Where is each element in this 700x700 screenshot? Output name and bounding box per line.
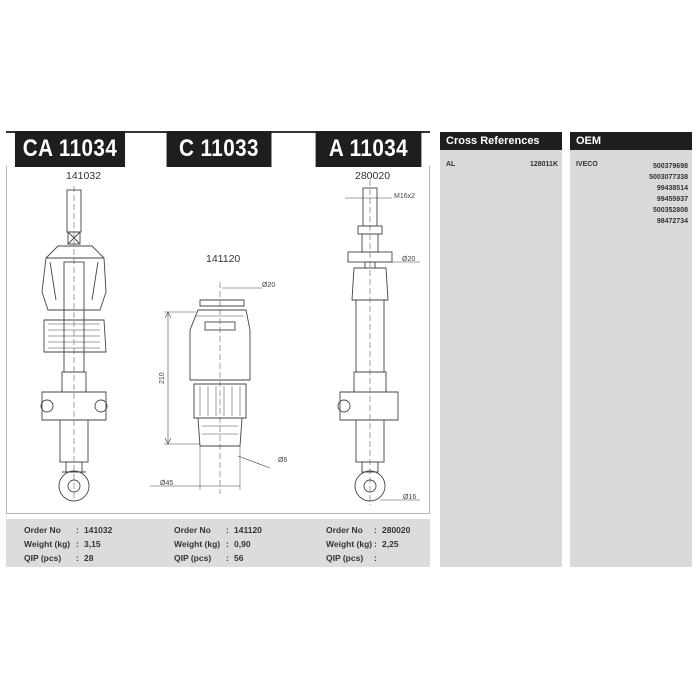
weight-colon-2: : [226,539,229,549]
weight-colon-3: : [374,539,377,549]
weight-label-2: Weight (kg) [174,539,221,549]
qip-colon-3: : [374,553,377,563]
shock-absorber-a-drawing [338,180,420,505]
dim-c-pin: Ø6 [278,457,288,464]
order-label-2: Order No [174,525,211,535]
qip-value-1: 28 [84,553,94,563]
oem-title: OEM [570,132,692,150]
cross-ref-number: 128011K [529,161,558,168]
oem-number: 99438514 [656,185,688,192]
weight-value-1: 3,15 [84,539,101,549]
oem-number: 500379698 [652,163,688,170]
order-value-1: 141032 [84,525,113,535]
shock-absorber-c-drawing [150,282,270,494]
weight-value-2: 0,90 [234,539,251,549]
dim-c-top-dia: Ø20 [262,282,276,289]
qip-colon-2: : [226,553,229,563]
oem-number: 98472734 [656,218,688,225]
weight-label-3: Weight (kg) [326,539,373,549]
order-colon-1: : [76,525,79,535]
product-code-c: C 11033 [167,131,272,167]
part-number-a: 280020 [355,170,391,182]
order-label-3: Order No [326,525,363,535]
qip-value-2: 56 [234,553,244,563]
order-value-2: 141120 [234,525,262,535]
cross-ref-brand: AL [446,161,456,168]
part-number-c: 141120 [206,253,241,265]
product-info-bar [6,519,430,567]
dim-a-eye: Ø16 [403,494,417,501]
cross-references-panel [440,132,562,567]
shock-absorber-drawings [0,0,440,515]
oem-number: 99455937 [656,196,688,203]
dim-c-length: 210 [159,372,166,384]
cross-references-title: Cross References [440,132,562,150]
oem-number: 500352808 [652,207,688,214]
order-colon-2: : [226,525,229,535]
shock-absorber-ca-drawing [41,186,107,501]
qip-label-1: QIP (pcs) [24,553,62,563]
dim-a-dia: Ø20 [402,256,416,263]
weight-colon-1: : [76,539,79,549]
product-code-a: A 11034 [316,131,422,167]
oem-panel [570,132,692,567]
product-code-ca: CA 11034 [15,131,125,167]
part-number-ca: 141032 [66,170,102,182]
order-value-3: 280020 [382,525,411,535]
qip-colon-1: : [76,553,79,563]
order-label-1: Order No [24,525,61,535]
dim-c-base: Ø45 [160,480,174,487]
oem-number: 5003077338 [649,174,688,181]
qip-label-2: QIP (pcs) [174,553,212,563]
order-colon-3: : [374,525,377,535]
oem-numbers [649,161,688,227]
weight-value-3: 2,25 [382,539,399,549]
weight-label-1: Weight (kg) [24,539,71,549]
dim-a-thread: M16x2 [394,193,416,200]
oem-brand: IVECO [576,161,598,168]
qip-label-3: QIP (pcs) [326,553,364,563]
